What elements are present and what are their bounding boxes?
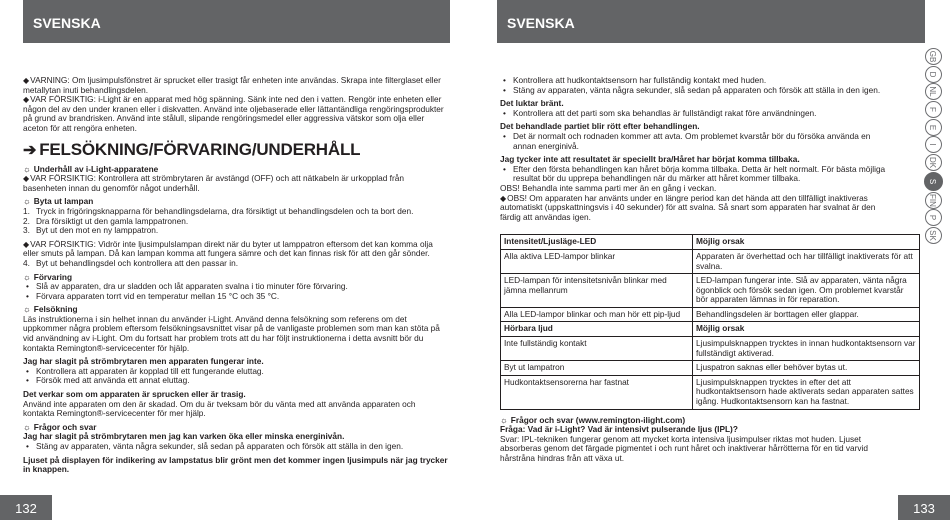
sun-icon: ☼ xyxy=(23,271,31,282)
question: Ljuset på displayen för indikering av lampstatus blir grönt men det kommer ingen ljusimpuls när jag trycker in knappen. xyxy=(23,454,448,475)
left-content xyxy=(23,76,448,475)
list-item: • Kontrollera att hudkontaktsensorn har fullständig kontakt med huden. xyxy=(503,75,767,85)
left-page xyxy=(0,0,475,520)
table-header-row xyxy=(501,322,920,337)
troubleshooting-text: Läs instruktionerna i sin helhet innan du använder i-Light. Använd denna felsökning som referens om det uppkommer några problem eftersom felsökningsavsnittet visar på de vanligaste problemen som man kan stöta på vid användning av i-Light. Om du fortsatt har problem trots att du har följt instruktionerna i detta avsnitt bör du kontakta Remington®-servicecenter för hjälp. xyxy=(23,313,440,353)
list-item: 1. Tryck in frigöringsknapparna för behandlingsdelarna, dra försiktigt ut behandlingsdelen och ta bort den. xyxy=(23,205,414,216)
list-item: 2. Dra försiktigt ut den gamla lamppatronen. xyxy=(23,215,189,226)
language-tab-e[interactable]: E xyxy=(925,119,942,136)
answer: Använd inte apparaten om den är skadad. Om du är tveksam bör du vänta med att använda apparaten och kontakta Remington®-servicecenter för mer hjälp. xyxy=(23,398,416,419)
question: Jag tycker inte att resultatet är speciellt bra/Håret har börjat komma tillbaka. xyxy=(500,154,800,165)
table-cell: Alla aktiva LED-lampor blinkar xyxy=(501,249,693,273)
question: Jag har slagit på strömbrytaren men apparaten fungerar inte. xyxy=(23,356,264,367)
language-tab-dk[interactable]: DK xyxy=(925,154,942,171)
question: Det verkar som om apparaten är sprucken eller är trasig. xyxy=(23,389,246,400)
table-cell: Hudkontaktsensorerna har fastnat xyxy=(501,375,693,409)
right-content xyxy=(500,75,916,464)
table-cell: Apparaten är överhettad och har tillfälligt inaktiverats för att svalna. xyxy=(693,249,920,273)
list-item: • Kontrollera att apparaten är kopplad till ett fungerande eluttag. xyxy=(26,365,264,376)
table-row xyxy=(501,375,920,409)
language-tab-s[interactable]: S xyxy=(924,172,943,191)
language-tab-i[interactable]: I xyxy=(925,136,942,153)
answer: Svar: IPL-tekniken fungerar genom att mycket korta intensiva ljusimpulser riktas mot huden. Ljuset absorberas genom det färgade pigmentet i och runt håret och inaktiverar hårrötterna för en tid varvid hårstråna hindras från att växa ut. xyxy=(500,433,869,463)
heading-replace-lamp: ☼ Byta ut lampan xyxy=(23,196,94,207)
table-row xyxy=(501,307,920,322)
language-tab-sk[interactable]: SK xyxy=(925,227,942,244)
note-text: OBS! Behandla inte samma parti mer än en gång i veckan. xyxy=(500,182,717,193)
table-row xyxy=(501,274,920,308)
language-tab-p[interactable]: P xyxy=(925,209,942,226)
heading-maintenance: ☼ Underhåll av i-Light-apparatene xyxy=(23,163,159,174)
page-number: 132 xyxy=(0,495,52,520)
table-cell: Alla LED-lampor blinkar och man hör ett pip-ljud xyxy=(501,307,693,322)
table-header-cell: Möjlig orsak xyxy=(693,235,920,250)
lamp-caution: ◆ VAR FÖRSIKTIG: Vidrör inte ljusimpulslampan direkt när du byter ut lamppatron eftersom det kan komma olja eller smuts på lampan. Då kan lampan komma att fungera sämre och det kan finnas risk för att den går sönder. xyxy=(23,240,448,259)
table-cell: Behandlingsdelen är borttagen eller glappar. xyxy=(693,307,920,322)
language-tab-fin[interactable]: FIN xyxy=(925,192,942,209)
sun-icon: ☼ xyxy=(23,304,31,315)
table-header-cell: Hörbara ljud xyxy=(501,322,693,337)
question: Det luktar bränt. xyxy=(500,98,564,109)
heading-storage: ☼ Förvaring xyxy=(23,271,73,282)
question: Fråga: Vad är i-Light? Vad är intensivt pulserande ljus (IPL)? xyxy=(500,424,738,435)
question: Det behandlade partiet blir rött efter behandlingen. xyxy=(500,121,700,132)
page-header: SVENSKA xyxy=(23,0,450,43)
language-tab-nl[interactable]: NL xyxy=(925,83,942,100)
caution-text: ◆ VAR FÖRSIKTIG: i-Light är en apparat med hög spänning. Sänk inte ned den i vatten. Rengör inte enheten eller någon del av den under kranen eller i diskvatten. Använd inte oljebaserade eller lättantändliga rengöringsprodukter på grund av brandrisken. Använd inte stålull, slipande rengöringsmedel eller aggressiva vätskor som olja eller aceton för att rengöra enheten. xyxy=(23,95,448,133)
table-cell: Byt ut lampatron xyxy=(501,361,693,376)
table-cell: Inte fullständig kontakt xyxy=(501,337,693,361)
heading-faq: ☼ Frågor och svar xyxy=(23,421,97,432)
table-header-row xyxy=(501,235,920,250)
list-item: 3. Byt ut den mot en ny lamppatron. xyxy=(23,225,159,236)
list-item: • Stäng av apparaten, vänta några sekunder, slå sedan på apparaten och försök att ställa in den igen. xyxy=(26,441,404,451)
section-title: ➔ FELSÖKNING/FÖRVARING/UNDERHÅLL xyxy=(23,139,361,159)
language-tab-d[interactable]: D xyxy=(925,66,942,83)
right-page xyxy=(475,0,950,520)
table-row xyxy=(501,337,920,361)
list-item: • Slå av apparaten, dra ur sladden och låt apparaten svalna i tio minuter före förvaring. xyxy=(26,281,348,292)
table-header-cell: Möjlig orsak xyxy=(693,322,920,337)
table-cell: LED-lampan fungerar inte. Slå av apparaten, vänta några ögonblick och försök sedan igen. Om problemet kvarstår bör apparaten lämnas in för reparation. xyxy=(693,274,920,308)
list-item: • Stäng av apparaten, vänta några sekunder, slå sedan på apparaten och försök att ställa in den igen. xyxy=(503,84,881,95)
table-cell: LED-lampan för intensitetsnivån blinkar med jämna mellanrum xyxy=(501,274,693,308)
list-item: 4. Byt ut behandlingsdel och kontrollera att den passar in. xyxy=(23,257,239,268)
sun-icon: ☼ xyxy=(23,196,31,207)
page-header: SVENSKA xyxy=(497,0,925,43)
list-item: • Efter den första behandlingen kan håret börja komma tillbaka. Detta är helt normalt. För bästa möjliga resultat bör du upprepa behandlingen när du märker att håret kommer tillbaka. xyxy=(503,163,886,184)
sun-icon: ☼ xyxy=(500,414,508,425)
table-cell: Ljusimpulsknappen trycktes in innan hudkontaktsensorn var fullständigt aktiverad. xyxy=(693,337,920,361)
sun-icon: ☼ xyxy=(23,421,31,432)
language-tab-f[interactable]: F xyxy=(925,101,942,118)
note-warning: ◆ OBS! Om apparaten har använts under en längre period kan det hända att den tillfälligt inaktiveras automatiskt (uppskattningsvis i 40 sekunder) för att svalna. Så snart som apparaten har svalnat är den färdig att användas igen. xyxy=(500,194,895,223)
heading-faq: ☼ Frågor och svar (www.remington-ilight.com) xyxy=(500,414,686,425)
table-cell: Ljusimpulsknappen trycktes in efter det att hudkontaktsensorn hade aktiverats sedan apparaten sattes igång. Hudkontaktsensorn kan ha fastnat. xyxy=(693,375,920,409)
table-header-cell: Intensitet/Ljusläge-LED xyxy=(501,235,693,250)
sun-icon: ☼ xyxy=(23,163,31,174)
table-cell: Ljuspatron saknas eller behöver bytas ut. xyxy=(693,361,920,376)
troubleshooting-table xyxy=(500,234,920,409)
table-row xyxy=(501,361,920,376)
question: Jag har slagit på strömbrytaren men jag kan varken öka eller minska energinivån. xyxy=(23,431,345,442)
list-item: • Kontrollera att det parti som ska behandlas är fullständigt rakat före användningen. xyxy=(503,107,817,118)
list-item: • Försök med att använda ett annat eluttag. xyxy=(26,375,190,386)
heading-troubleshooting: ☼ Felsökning xyxy=(23,304,78,315)
arrow-icon: ➔ xyxy=(23,141,37,159)
page-number: 133 xyxy=(898,495,950,520)
table-row xyxy=(501,249,920,273)
language-tab-gb[interactable]: GB xyxy=(925,48,942,65)
warning-text: ◆ VARNING: Om ljusimpulsfönstret är sprucket eller trasigt får enheten inte användas. Skrapa inte filterglaset eller metallytan inuti behandlingsdelen. xyxy=(23,76,448,95)
list-item: • Förvara apparaten torrt vid en temperatur mellan 15 °C och 35 °C. xyxy=(26,290,280,301)
maintenance-caution: ◆ VAR FÖRSIKTIG: Kontrollera att strömbrytaren är avstängd (OFF) och att nätkabeln är urkopplad från basenheten innan du genomför något underhåll. xyxy=(23,174,448,193)
list-item: • Det är normalt och rodnaden kommer att avta. Om problemet kvarstår bör du försöka använda en annan energinivå. xyxy=(503,130,871,151)
language-tabs xyxy=(925,48,943,245)
